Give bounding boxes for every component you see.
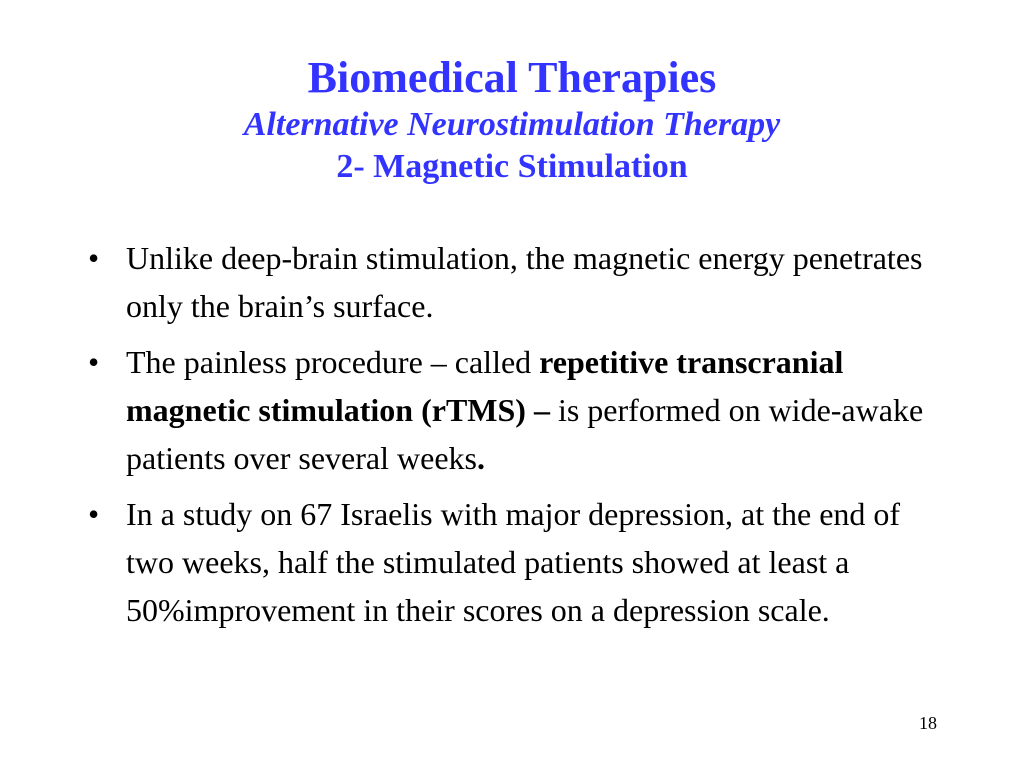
bullet-text-bold-period: . xyxy=(476,440,485,476)
title-subtitle: Alternative Neurostimulation Therapy xyxy=(243,106,781,143)
title-section: 2- Magnetic Stimulation xyxy=(336,148,688,185)
bullet-marker: • xyxy=(88,496,100,532)
page-number: 18 xyxy=(919,713,937,733)
bullet-text-bold-term: repetitive transcranial magnetic stimulation (rTMS) – xyxy=(126,344,844,428)
bullet-text: In a study on 67 Israelis with major depression, at the end of two weeks, half the stimulated patients showed at least a 50%improvement in their scores on a depression scale. xyxy=(126,496,901,628)
bullet-list xyxy=(88,234,948,642)
bullet-item-1 xyxy=(88,234,948,330)
bullet-text: Unlike deep-brain stimulation, the magnetic energy penetrates only the brain’s surface. xyxy=(126,240,923,324)
bullet-marker: • xyxy=(88,344,100,380)
slide-title xyxy=(0,52,1024,188)
bullet-marker: • xyxy=(88,240,100,276)
title-main: Biomedical Therapies xyxy=(307,53,717,102)
bullet-item-2 xyxy=(88,338,948,482)
bullet-item-3 xyxy=(88,490,948,634)
bullet-text-part1: The painless procedure – called xyxy=(126,344,540,380)
bullet-text-part2: is performed on wide-awake patients over several weeks xyxy=(126,392,924,476)
